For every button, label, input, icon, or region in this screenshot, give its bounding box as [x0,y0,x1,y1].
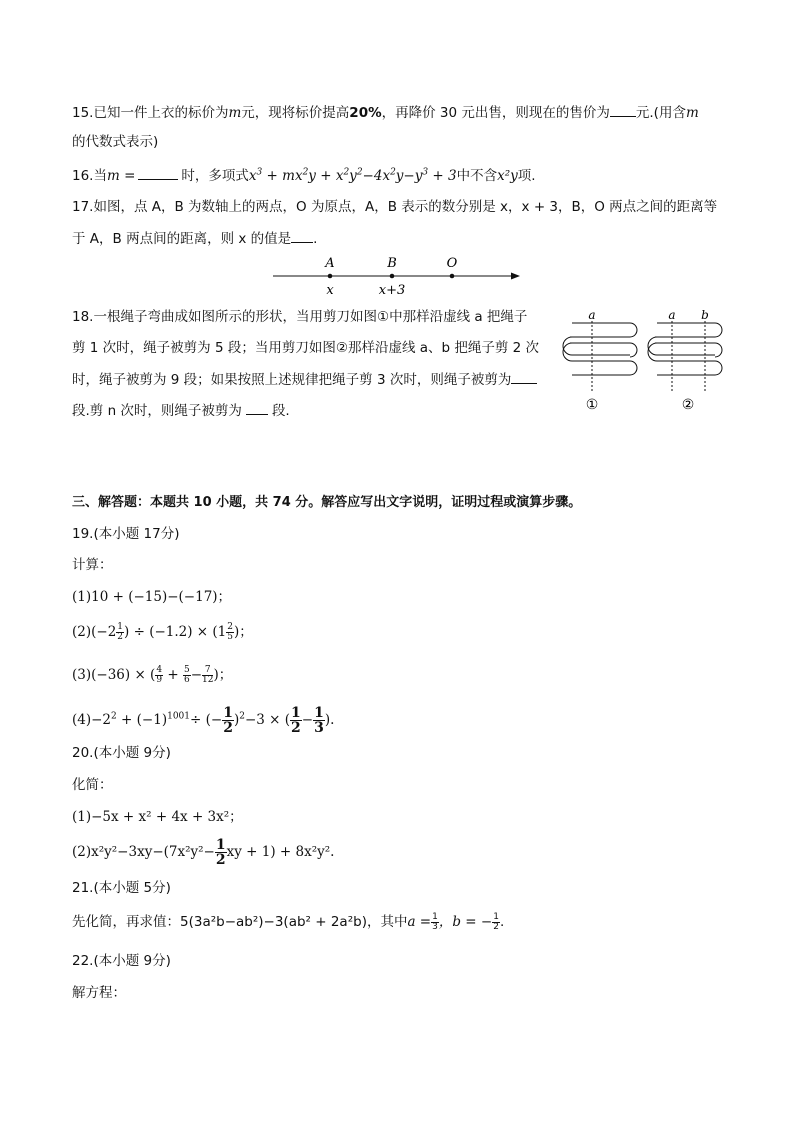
q18-text-c: 段. [271,403,290,419]
numerator: 2 [227,622,233,632]
q18-line2: 剪 1 次时，绳子被剪为 5 段；当用剪刀如图②那样沿虚线 a、b 把绳子剪 2 次 [72,340,540,356]
q17-line2 [72,228,317,249]
q20-intro: 化简： [72,777,113,793]
var-m: m [228,105,242,121]
denominator: 2 [291,720,301,736]
fraction-4-9 [155,666,163,685]
fraction-7-12 [202,666,213,685]
denominator: 3 [432,921,438,932]
q22-heading: 22.(本小题 9分) [72,953,171,969]
numerator: 1 [291,705,301,721]
q20-p2-b: xy + 1) + 8x²y². [226,844,335,860]
q19-p4-c: ÷ (− [190,712,223,728]
q21-a-eq: a = [407,914,432,930]
rope-curve [572,361,637,375]
rope-curve [657,361,722,375]
q18-text-b: 段.剪 n 次时，则绳子被剪为 [72,403,242,419]
rope-curve [570,323,637,337]
q15-answer-blank[interactable] [610,102,636,117]
q19-part-1: (1)10 + (−15)−(−17)； [72,589,232,605]
rope-figure-1 [560,305,640,417]
value-a: x [326,283,334,298]
point-b [390,274,395,279]
numerator: 1 [314,705,324,721]
q17-line1: 17.如图，点 A，B 为数轴上的两点，O 为原点，A，B 表示的数分别是 x，x + 3，B，O 两点之间的距离等 [72,199,718,215]
q16-m-eq: m = [106,168,136,184]
q16-middle: 时，多项式 [181,168,249,184]
numerator: 1 [493,911,499,922]
caption-2: ② [681,397,695,413]
q16-suffix: 中不含 [456,168,498,184]
q16-line [72,165,536,186]
q19-p4-e: −3 × ( [244,712,291,728]
q19-p4-g: ). [324,712,335,728]
rope-curve [563,337,630,355]
numerator: 1 [215,837,226,853]
label-b: B [387,256,397,271]
q21-text: 先化简，再求值：5(3a²b−ab²)−3(ab² + 2a²b)，其中 [72,914,408,930]
fraction-1-3 [431,913,439,932]
fraction-1-2 [215,838,227,867]
rope-curve [655,323,722,337]
label-a: a [588,308,596,322]
q16-answer-blank[interactable] [138,165,178,180]
q19-p3-d: )； [213,667,233,683]
numerator: 1 [223,705,233,721]
denominator: 3 [314,720,324,736]
denominator: 2 [117,632,124,642]
q18-text: 时，绳子被剪为 9 段；如果按照上述规律把绳子剪 3 次时，则绳子被剪为 [72,372,512,388]
q15-line1 [72,102,699,123]
fraction-1-3 [313,706,325,735]
caption-1: ① [585,397,599,413]
exponent: 2 [111,711,117,722]
denominator: 6 [183,675,190,685]
rope-curve [563,343,572,361]
q20-p2-a: (2)x²y²−3xy−(7x²y²− [72,844,215,860]
q15-text-b: 元，现将标价提高 [241,105,350,121]
q19-part-2 [72,622,253,642]
q17-end: . [313,231,318,247]
q16-polynomial: $x^3 + mx^2y + x^2y^2-4x^2y-y^3 + 3$ [248,167,457,184]
numerator: 7 [202,666,213,676]
q18-line1: 18.一根绳子弯曲成如图所示的形状，当用剪刀如图①中那样沿虚线 a 把绳子 [72,309,528,325]
denominator: 5 [227,632,233,642]
q22-intro: 解方程： [72,985,126,1001]
q18-line3 [72,369,537,390]
q19-intro: 计算： [72,557,113,573]
label-a: A [325,256,335,271]
q16-end: 项. [517,168,536,184]
q19-p2-c: )； [234,624,253,640]
number-line-figure [268,252,528,298]
q19-p4-d: ) [233,712,240,728]
q19-p3-a: (3)(−36) × ( [72,667,156,683]
q15-text-d: 元.(用含 [635,105,686,121]
var-m: m [685,105,699,121]
q16-term: x²y [497,168,518,184]
q15-text-a: 15.已知一件上衣的标价为 [72,105,229,121]
fraction-1-2 [492,913,500,932]
q21-b-eq: ，b = − [438,914,493,930]
section-3-heading: 三、解答题：本题共 10 小题，共 74 分。解答应写出文字说明，证明过程或演算步骤。 [72,495,582,510]
value-b: x+3 [378,283,406,298]
q19-part-3 [72,665,232,685]
label-o: O [446,256,458,271]
fraction-1-2 [116,623,124,642]
numerator: 1 [432,911,438,922]
q15-percent: 20% [349,105,382,121]
q19-p3-b: + [163,667,183,683]
numerator: 5 [183,665,190,675]
q21-end: . [499,914,505,930]
q15-text-c: ，再降价 30 元出售，则现在的售价为 [381,105,610,121]
fraction-1-2 [222,706,234,735]
fraction-1-2 [290,706,302,735]
fraction-5-6 [183,666,191,685]
rope-figure-2 [645,305,730,417]
rope-curve [648,343,657,361]
q19-heading: 19.(本小题 17分) [72,526,180,542]
q20-part-1: (1)−5x + x² + 4x + 3x²； [72,809,243,825]
exponent: 2 [239,711,245,722]
denominator: 2 [215,852,226,868]
q17-answer-blank[interactable] [291,228,313,243]
q18-line4 [72,400,290,421]
denominator: 12 [202,675,214,685]
q20-heading: 20.(本小题 9分) [72,745,171,761]
q19-part-4 [72,706,334,735]
q21-body [72,912,504,932]
numerator: 4 [156,665,163,675]
q16-prefix: 16.当 [72,168,107,184]
point-o [450,274,455,279]
q17-text: 于 A，B 两点间的距离，则 x 的值是 [72,231,292,247]
label-a: a [668,308,676,322]
denominator: 2 [493,921,499,932]
fraction-2-5 [226,623,234,642]
q18-answer-blank-1[interactable] [511,369,537,384]
q15-line2: 的代数式表示) [72,134,159,150]
q18-answer-blank-2[interactable] [246,400,268,415]
point-a [328,274,333,279]
label-b: b [701,308,709,322]
q19-p4-b: + (−1) [116,712,168,728]
arrow-head-icon [511,273,520,280]
q21-heading: 21.(本小题 5分) [72,880,171,896]
q19-p2-a: (2)(−2 [72,624,117,640]
q20-part-2 [72,838,334,867]
exponent: 1001 [167,711,191,722]
numerator: 1 [117,622,124,632]
denominator: 9 [156,675,163,685]
q19-p2-b: ) ÷ (−1.2) × (1 [124,624,227,640]
denominator: 2 [223,720,233,736]
q19-p4-f: − [301,712,314,728]
q19-p3-c: − [190,667,202,683]
q19-p4-a: (4)−2 [72,712,112,728]
